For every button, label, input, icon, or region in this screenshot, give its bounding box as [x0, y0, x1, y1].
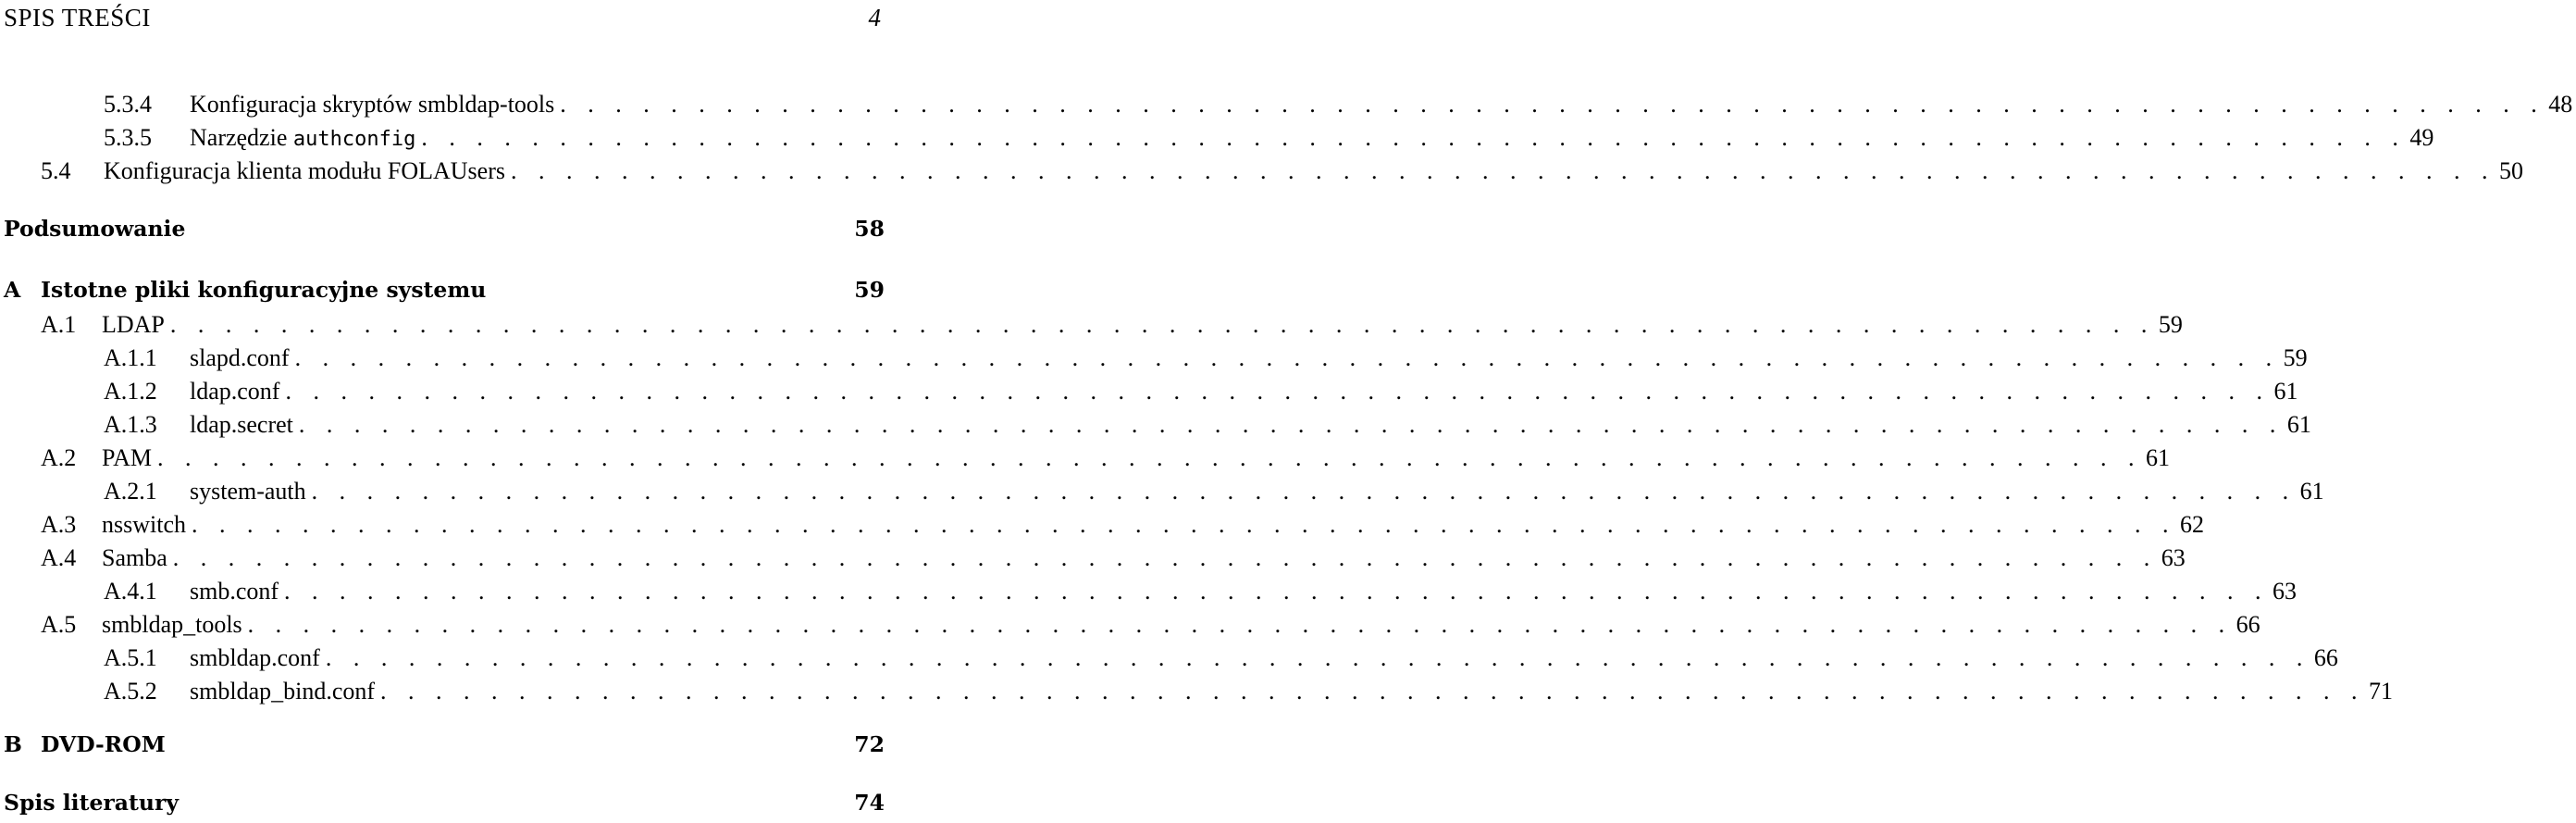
toc-dot-leader: . . . . . . . . . . . . . . . . . . . . . . . . . . . . . . . . . . . . . . . . . . . . . . . . . . . . . . . . . . . . . . . . . . . . . . . .	[298, 411, 2284, 438]
toc-dot-leader: . . . . . . . . . . . . . . . . . . . . . . . . . . . . . . . . . . . . . . . . . . . . . . . . . . . . . . . . . . . . . . . . . . . . . . . .	[311, 478, 2297, 505]
toc-entry-title: slapd.conf	[190, 344, 290, 371]
toc-chapter-number: B	[4, 731, 22, 757]
toc-entry-number: A.2.1	[104, 478, 157, 505]
toc-entry[interactable]	[41, 544, 2186, 576]
toc-entry-page: 59	[2283, 344, 2308, 371]
toc-entry-number: A.3	[41, 511, 77, 538]
toc-entry-title: system-auth	[190, 478, 306, 505]
toc-entry-title-text: Narzędzie	[190, 124, 293, 151]
toc-entry-title: Konfiguracja skryptów smbldap-tools	[190, 91, 555, 118]
toc-entry-page: 49	[2409, 124, 2434, 151]
toc-dot-leader: . . . . . . . . . . . . . . . . . . . . . . . . . . . . . . . . . . . . . . . . . . . . . . . . . . . . . . . . . . . . . . . . . . . . . . . .	[247, 611, 2233, 638]
toc-entry-title: smbldap_bind.conf	[190, 678, 376, 705]
toc-entry[interactable]	[41, 611, 2260, 642]
toc-entry-page: 61	[2286, 411, 2311, 438]
toc-entry[interactable]	[104, 124, 2434, 156]
toc-entry[interactable]	[104, 91, 2573, 122]
toc-entry-page: 62	[2180, 511, 2204, 538]
toc-entry-page: 59	[2158, 311, 2183, 338]
toc-entry-number: A.1	[41, 311, 77, 338]
toc-chapter[interactable]	[4, 790, 888, 821]
toc-entry[interactable]	[104, 411, 2311, 443]
toc-entry-title: smbldap.conf	[190, 644, 320, 671]
toc-entry[interactable]	[41, 444, 2170, 476]
toc-entry-number: A.4	[41, 544, 77, 571]
toc-entry-number: A.1.1	[104, 344, 157, 371]
toc-entry[interactable]	[41, 511, 2204, 542]
toc-dot-leader: . . . . . . . . . . . . . . . . . . . . . . . . . . . . . . . . . . . . . . . . . . . . . . . . . . . . . . . . . . . . . . . . . . . . . . . .	[156, 444, 2142, 471]
toc-dot-leader: . . . . . . . . . . . . . . . . . . . . . . . . . . . . . . . . . . . . . . . . . . . . . . . . . . . . . . . . . . . . . . . . . . . . . . . .	[325, 644, 2310, 671]
header-title: SPIS TREŚCI	[4, 4, 151, 31]
toc-entry-page: 63	[2161, 544, 2186, 571]
toc-entry[interactable]	[104, 478, 2324, 509]
toc-entry[interactable]	[104, 678, 2394, 709]
header-page-number: 4	[868, 4, 881, 31]
toc-entry-title: LDAP	[102, 311, 165, 338]
toc-dot-leader: . . . . . . . . . . . . . . . . . . . . . . . . . . . . . . . . . . . . . . . . . . . . . . . . . . . . . . . . . . . . . . . . . . . . . . . .	[294, 344, 2280, 371]
toc-chapter-title: Istotne pliki konfiguracyjne systemu	[41, 277, 487, 303]
toc-entry-page: 48	[2548, 91, 2573, 118]
toc-entry-number: A.5	[41, 611, 77, 638]
toc-chapter-number: A	[4, 277, 21, 303]
toc-entry-title: smbldap_tools	[102, 611, 242, 638]
toc-dot-leader: . . . . . . . . . . . . . . . . . . . . . . . . . . . . . . . . . . . . . . . . . . . . . . . . . . . . . . . . . . . . . . . . . . . . . . . .	[380, 678, 2366, 705]
toc-entry-page: 66	[2313, 644, 2338, 671]
toc-entry-page: 61	[2299, 478, 2324, 505]
toc-chapter-page: 58	[854, 216, 885, 242]
toc-entry-title: Konfiguracja klienta modułu FOLAUsers	[104, 157, 505, 184]
toc-entry-number: A.5.1	[104, 644, 157, 671]
toc-chapter-page: 72	[854, 731, 885, 757]
toc-entry-number: 5.4	[41, 157, 71, 184]
toc-entry-page: 63	[2273, 578, 2297, 605]
toc-chapter-page: 74	[854, 790, 885, 816]
toc-entry[interactable]	[104, 644, 2338, 676]
toc-entry[interactable]	[104, 578, 2297, 609]
toc-entry-page: 71	[2369, 678, 2394, 705]
toc-chapter-page: 59	[854, 277, 885, 303]
toc-dot-leader: . . . . . . . . . . . . . . . . . . . . . . . . . . . . . . . . . . . . . . . . . . . . . . . . . . . . . . . . . . . . . . . . . . . . . . . .	[172, 544, 2158, 571]
toc-entry-number: 5.3.4	[104, 91, 152, 118]
toc-entry-number: 5.3.5	[104, 124, 152, 151]
toc-dot-leader: . . . . . . . . . . . . . . . . . . . . . . . . . . . . . . . . . . . . . . . . . . . . . . . . . . . . . . . . . . . . . . . . . . . . . . . .	[284, 578, 2270, 605]
toc-chapter-title: Podsumowanie	[4, 216, 186, 242]
toc-entry-title: ldap.conf	[190, 378, 280, 405]
toc-entry-title: PAM	[102, 444, 152, 471]
toc-entry-page: 66	[2235, 611, 2260, 638]
toc-entry-title	[190, 124, 415, 152]
toc-entry-page: 61	[2145, 444, 2170, 471]
toc-entry-title: ldap.secret	[190, 411, 293, 438]
toc-entry[interactable]	[41, 157, 2523, 189]
toc-entry-page: 50	[2498, 157, 2523, 184]
toc-dot-leader: . . . . . . . . . . . . . . . . . . . . . . . . . . . . . . . . . . . . . . . . . . . . . . . . . . . . . . . . . . . . . . . . . . . . . . . .	[285, 378, 2271, 405]
toc-entry-title: nsswitch	[102, 511, 186, 538]
toc-dot-leader: . . . . . . . . . . . . . . . . . . . . . . . . . . . . . . . . . . . . . . . . . . . . . . . . . . . . . . . . . . . . . . . . . . . . . . . .	[560, 91, 2545, 118]
toc-dot-leader: . . . . . . . . . . . . . . . . . . . . . . . . . . . . . . . . . . . . . . . . . . . . . . . . . . . . . . . . . . . . . . . . . . . . . . . .	[510, 157, 2496, 184]
toc-entry-title: Samba	[102, 544, 167, 571]
toc-entry-number: A.5.2	[104, 678, 157, 705]
toc-entry-number: A.1.3	[104, 411, 157, 438]
toc-chapter-title: Spis literatury	[4, 790, 179, 816]
toc-entry-title: smb.conf	[190, 578, 279, 605]
toc-chapter[interactable]	[4, 277, 888, 308]
toc-entry[interactable]	[41, 311, 2183, 343]
toc-chapter[interactable]	[4, 216, 888, 247]
toc-chapter-title: DVD-ROM	[41, 731, 166, 757]
toc-entry[interactable]	[104, 344, 2308, 376]
toc-entry-title-code: authconfig	[292, 128, 416, 151]
toc-entry-page: 61	[2273, 378, 2298, 405]
toc-entry-number: A.2	[41, 444, 77, 471]
toc-entry-number: A.1.2	[104, 378, 157, 405]
toc-chapter[interactable]	[4, 731, 888, 763]
toc-entry[interactable]	[104, 378, 2298, 409]
page-header	[0, 0, 888, 37]
toc-dot-leader: . . . . . . . . . . . . . . . . . . . . . . . . . . . . . . . . . . . . . . . . . . . . . . . . . . . . . . . . . . . . . . . . . . . . . . . .	[169, 311, 2155, 338]
toc-entry-number: A.4.1	[104, 578, 157, 605]
toc-dot-leader: . . . . . . . . . . . . . . . . . . . . . . . . . . . . . . . . . . . . . . . . . . . . . . . . . . . . . . . . . . . . . . . . . . . . . . . .	[421, 124, 2407, 151]
toc-dot-leader: . . . . . . . . . . . . . . . . . . . . . . . . . . . . . . . . . . . . . . . . . . . . . . . . . . . . . . . . . . . . . . . . . . . . . . . .	[192, 511, 2176, 538]
